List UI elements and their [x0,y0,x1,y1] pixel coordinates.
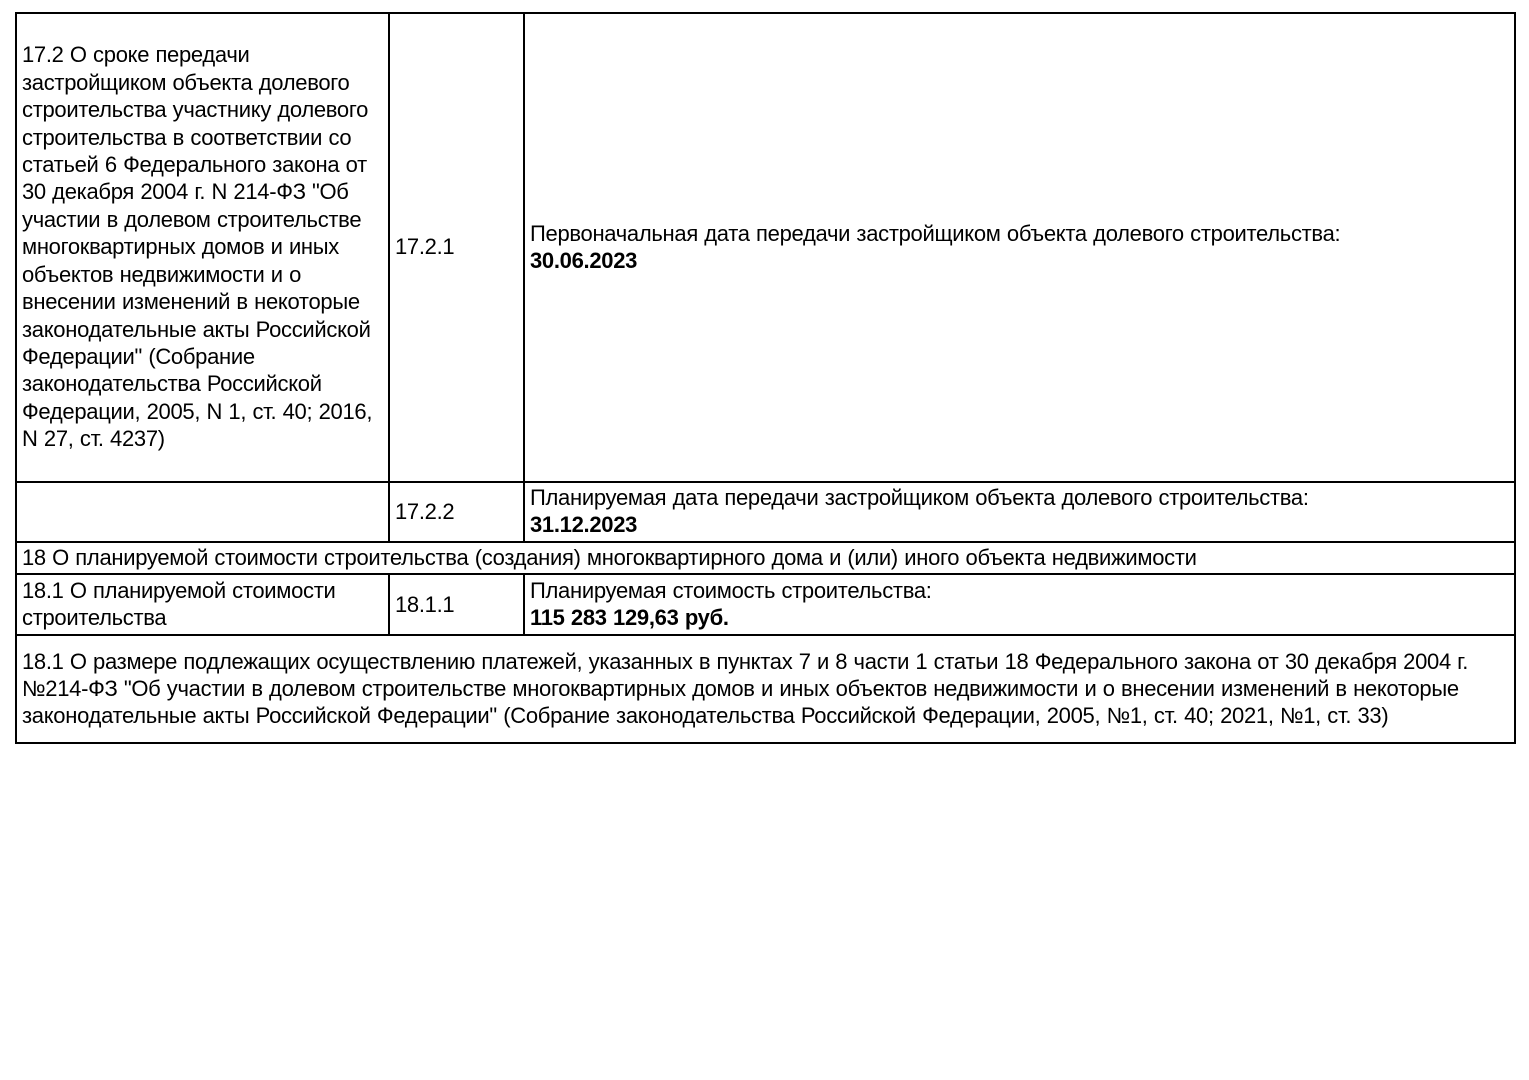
planned-cost-label: Планируемая стоимость строительства: [530,577,932,603]
table-row-17-2 [16,13,1515,482]
section-17-2-description: 17.2 О сроке передачи застройщиком объекта долевого строительства участнику долевого строительства в соответствии со статьей 6 Федерального закона от 30 декабря 2004 г. N 214-ФЗ "Об участии в долевом строительстве многоквартирных домов и иных объектов недвижимости и о внесении изменений в некоторые законодательные акты Российской Федерации" (Собрание законодательства Российской Федерации, 2005, N 1, ст. 40; 2016, N 27, ст. 4237) [16,13,389,482]
declaration-table [15,12,1516,744]
cell-17-2-1-content [524,13,1515,482]
table-row-17-2-2 [16,482,1515,542]
section-18-1-description: 18.1 О планируемой стоимости строительства [16,574,389,635]
initial-transfer-date-label: Первоначальная дата передачи застройщиком объекта долевого строительства: [530,220,1341,246]
item-number-17-2-1: 17.2.1 [389,13,524,482]
planned-transfer-date-label: Планируемая дата передачи застройщиком объекта долевого строительства: [530,485,1309,510]
initial-transfer-date-value: 30.06.2023 [530,248,638,273]
section-18-1-note: 18.1 О размере подлежащих осуществлению платежей, указанных в пунктах 7 и 8 части 1 статьи 18 Федерального закона от 30 декабря 2004 г. №214-ФЗ "Об участии в долевом строительстве многоквартирных домов и иных объектов недвижимости и о внесении изменений в некоторые законодательные акты Российской Федерации" (Собрание законодательства Российской Федерации, 2005, №1, ст. 40; 2021, №1, ст. 33) [16,635,1515,743]
table-row-18-heading [16,542,1515,574]
item-number-17-2-2: 17.2.2 [389,482,524,542]
cell-17-2-2-content [524,482,1515,542]
table-row-18-1-note [16,635,1515,743]
planned-transfer-date-value: 31.12.2023 [530,512,638,538]
planned-cost-value: 115 283 129,63 руб. [530,605,729,631]
table-row-18-1 [16,574,1515,635]
section-18-heading: 18 О планируемой стоимости строительства (создания) многоквартирного дома и (или) иного объекта недвижимости [16,542,1515,574]
cell-18-1-1-content [524,574,1515,635]
item-number-18-1-1: 18.1.1 [389,574,524,635]
empty-cell [16,482,389,542]
